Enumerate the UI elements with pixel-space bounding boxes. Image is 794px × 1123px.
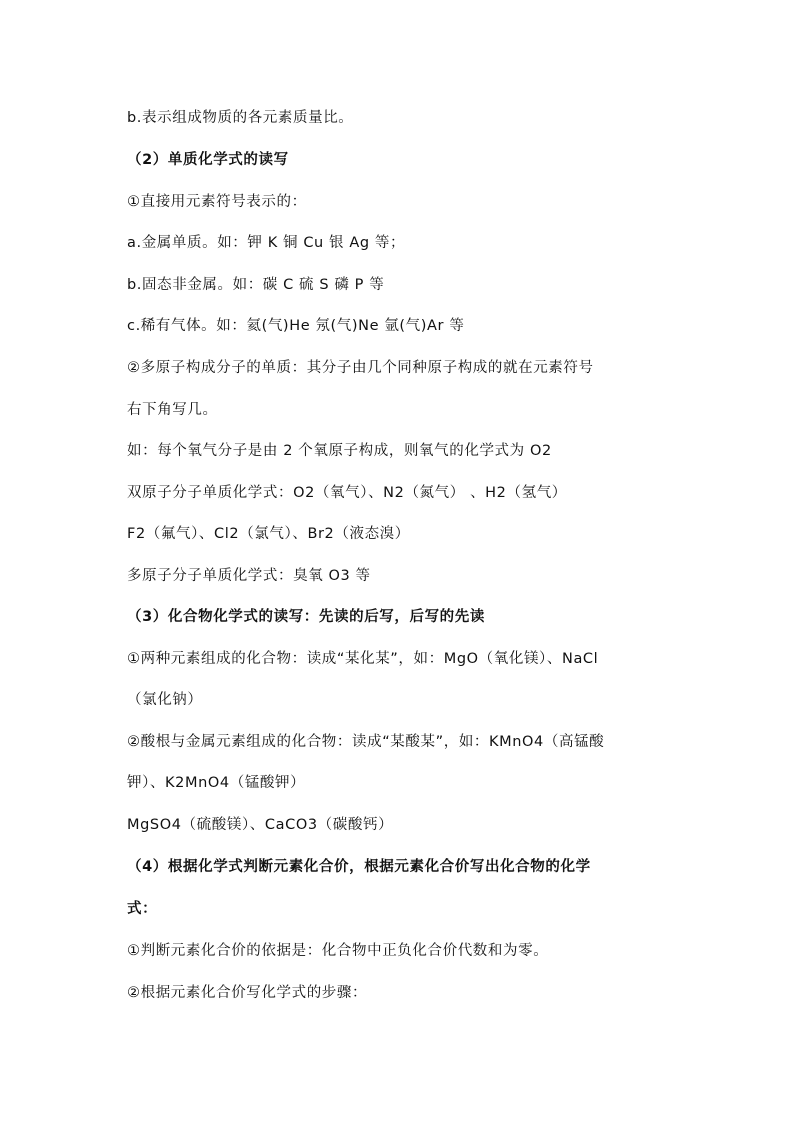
text-line: F2（氟气）、Cl2（氯气）、Br2（液态溴） [127, 526, 410, 542]
section-heading-continued: 式： [127, 901, 158, 917]
text-line: ①直接用元素符号表示的： [127, 194, 307, 210]
text-line: ②酸根与金属元素组成的化合物：读成“某酸某”，如：KMnO4（高锰酸 [127, 734, 605, 750]
text-line: MgSO4（硫酸镁）、CaCO3（碳酸钙） [127, 817, 394, 833]
section-heading: （2）单质化学式的读写 [127, 152, 289, 168]
text-line: 钾）、K2MnO4（锰酸钾） [127, 775, 306, 791]
text-line: ①判断元素化合价的依据是：化合物中正负化合价代数和为零。 [127, 943, 549, 959]
text-line: 双原子分子单质化学式：O2（氧气）、N2（氮气） 、H2（氢气） [127, 485, 567, 501]
text-line: b.固态非金属。如：碳 C 硫 S 磷 P 等 [127, 277, 385, 293]
text-line: ①两种元素组成的化合物：读成“某化某”，如：MgO（氧化镁）、NaCl [127, 651, 599, 667]
section-heading: （4）根据化学式判断元素化合价，根据元素化合价写出化合物的化学 [127, 859, 591, 875]
section-heading: （3）化合物化学式的读写：先读的后写，后写的先读 [127, 609, 485, 625]
text-line: 如：每个氧气分子是由 2 个氧原子构成，则氧气的化学式为 O2 [127, 443, 552, 459]
text-line: ②根据元素化合价写化学式的步骤： [127, 985, 368, 1001]
text-line: b.表示组成物质的各元素质量比。 [127, 110, 354, 126]
text-line: ②多原子构成分子的单质：其分子由几个同种原子构成的就在元素符号 [127, 360, 594, 376]
text-line: 多原子分子单质化学式：臭氧 O3 等 [127, 568, 371, 584]
text-line: c.稀有气体。如：氦(气)He 氖(气)Ne 氩(气)Ar 等 [127, 318, 465, 334]
text-line: （氯化钠） [127, 692, 203, 708]
text-line: 右下角写几。 [127, 402, 218, 418]
text-line: a.金属单质。如：钾 K 铜 Cu 银 Ag 等； [127, 235, 406, 251]
